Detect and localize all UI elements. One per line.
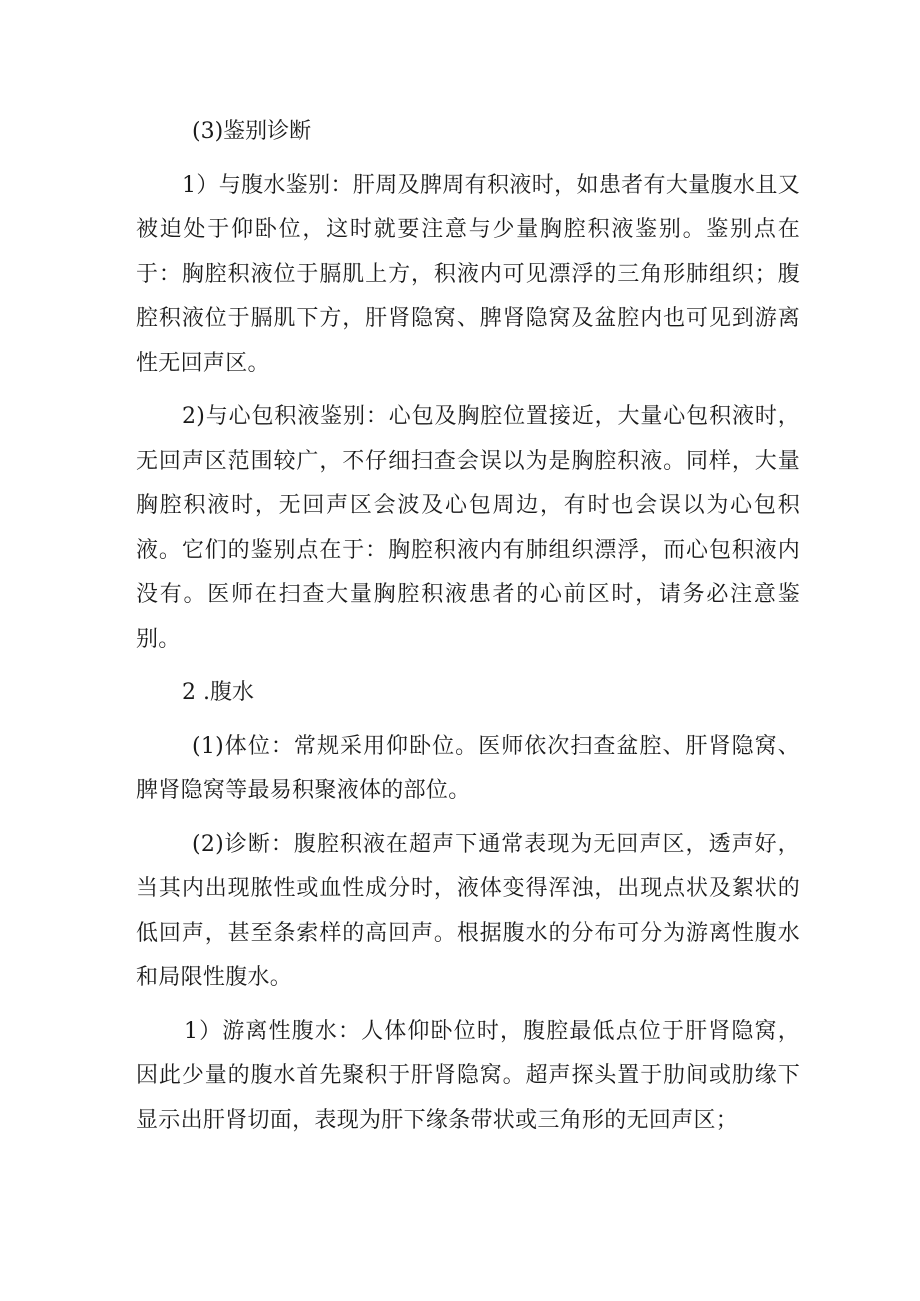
paragraph-free-ascites: 1）游离性腹水：人体仰卧位时，腹腔最低点位于肝肾隐窝，因此少量的腹水首先聚积于肝肾隐窝。超声探头置于肋间或肋缘下显示出肝肾切面，表现为肝下缘条带状或三角形的无回声区； xyxy=(136,1018,800,1133)
section-heading-ascites: 2 .腹水 xyxy=(182,680,254,705)
section-heading-differential-diagnosis: (3)鉴别诊断 xyxy=(192,119,312,144)
document-body xyxy=(136,110,800,1152)
paragraph-pericardial-effusion-differentiation: 2)与心包积液鉴别：心包及胸腔位置接近，大量心包积液时，无回声区范围较广，不仔细扫查会误以为是胸腔积液。同样，大量胸腔积液时，无回声区会波及心包周边，有时也会误以为心包积液。它们的鉴别点在于：胸腔积液内有肺组织漂浮，而心包积液内没有。医师在扫查大量胸腔积液患者的心前区时，请务必注意鉴别。 xyxy=(136,404,800,652)
paragraph-ascites-differentiation: 1）与腹水鉴别：肝周及脾周有积液时，如患者有大量腹水且又被迫处于仰卧位，这时就要注意与少量胸腔积液鉴别。鉴别点在于：胸腔积液位于膈肌上方，积液内可见漂浮的三角形肺组织；腹腔积液位于膈肌下方，肝肾隐窝、脾肾隐窝及盆腔内也可见到游离性无回声区。 xyxy=(136,172,800,376)
paragraph-diagnosis: (2)诊断：腹腔积液在超声下通常表现为无回声区，透声好，当其内出现脓性或血性成分时，液体变得浑浊，出现点状及絮状的低回声，甚至条索样的高回声。根据腹水的分布可分为游离性腹水和局限性腹水。 xyxy=(136,831,800,990)
paragraph-body-position: (1)体位：常规采用仰卧位。医师依次扫查盆腔、肝肾隐窝、脾肾隐窝等最易积聚液体的部位。 xyxy=(136,733,800,803)
